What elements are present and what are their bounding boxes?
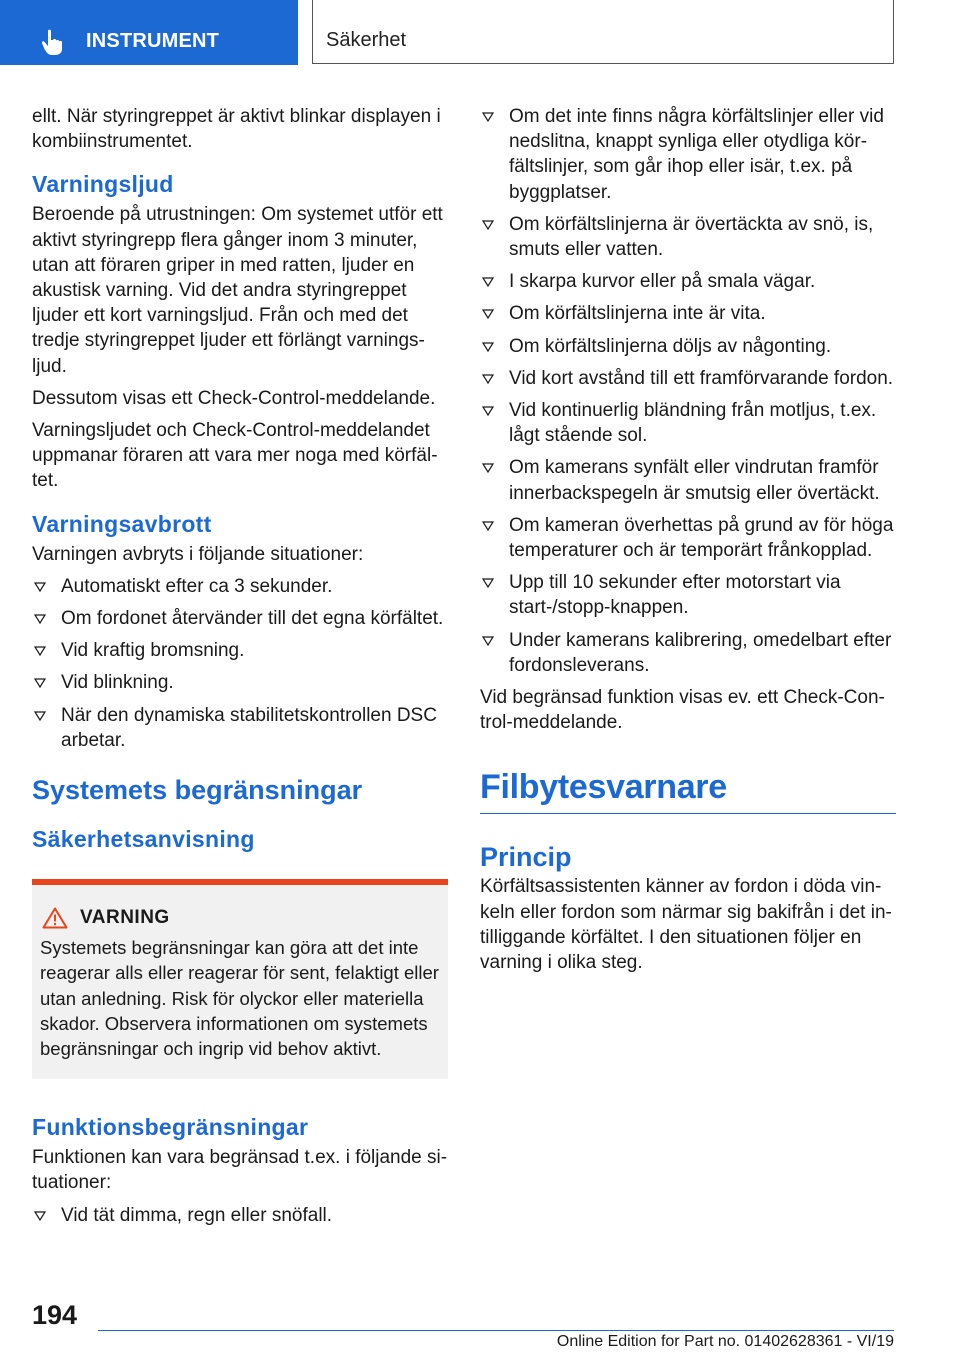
section-tab [312, 0, 894, 64]
list-item: Om körfältslinjerna är övertäckta av snö, is, smuts eller vatten. [480, 212, 896, 262]
varningsljud-p1: Beroende på utrustningen: Om systemet utför ett aktivt styringrepp flera gånger inom 3 minuter, utan att föraren griper in med ratten, ljuder en akustisk varning. Vid det andra styringreppet ljuder ett kort varningsljud. Från och med det tredje styringreppet ljuder ett förlängt varningsljud. [32, 204, 443, 377]
footer-edition: Online Edition for Part no. 01402628361 - VI/19 [556, 1333, 894, 1350]
list-item: Om körfältslinjerna döljs av någonting. [480, 334, 896, 359]
list-item: Vid kontinuerlig bländning från motljus, t.ex. lågt stående sol. [480, 398, 896, 448]
warning-triangle-icon [42, 907, 68, 929]
hand-pointer-icon [40, 28, 66, 56]
left-column [32, 104, 448, 1235]
list-item: Om kameran överhettas på grund av för höga temperaturer och är temporärt frånkopplad. [480, 513, 896, 563]
funktion-list [32, 1203, 448, 1228]
warning-label: VARNING [80, 907, 170, 929]
heading-varningsavbrott: Varningsavbrott [32, 510, 212, 537]
list-item: Om fordonet återvänder till det egna körfältet. [32, 606, 448, 631]
triangle-bullet-icon [482, 463, 494, 473]
list-item: Vid blinkning. [32, 670, 448, 695]
triangle-bullet-icon [482, 578, 494, 588]
varningsljud-p3: Varningsljudet och Check-Control-meddelandet uppmanar föraren att vara mer noga med körfältet. [32, 420, 438, 492]
list-item: I skarpa kurvor eller på smala vägar. [480, 269, 896, 294]
triangle-bullet-icon [34, 614, 46, 624]
heading-systemets-begransningar: Systemets begränsningar [32, 775, 363, 806]
section-title: Säkerhet [326, 29, 407, 51]
varningsljud-p2: Dessutom visas ett Check-Control-meddelande. [32, 387, 436, 409]
heading-funktionsbegransningar: Funktionsbegränsningar [32, 1114, 309, 1141]
triangle-bullet-icon [34, 678, 46, 688]
page-number: 194 [32, 1300, 78, 1330]
warning-text: Systemets begränsningar kan göra att det inte reagerar alls eller reagerar för sent, felaktigt eller utan anledning. Risk för olyckor eller materiella skador. Observera informationen om systemets begränsningar och ingrip vid behov aktivt. [40, 937, 439, 1060]
intro-paragraph: ellt. När styringreppet är aktivt blinkar displayen i kombiinstrumentet. [32, 106, 441, 153]
list-item: Vid kort avstånd till ett framförvarande fordon. [480, 366, 896, 391]
heading-varningsljud: Varningsljud [32, 171, 174, 198]
heading-sakerhetsanvisning: Säkerhetsanvisning [32, 826, 255, 853]
triangle-bullet-icon [482, 277, 494, 287]
princip-text: Körfältsassistenten känner av fordon i döda vinkeln eller fordon som närmar sig bakifrån i det intilliggande körfältet. I den situationen följer en varning i olika steg. [480, 876, 892, 974]
heading-filbytesvarnare: Filbytesvarnare [480, 768, 727, 807]
tab-instrument[interactable] [0, 0, 298, 65]
triangle-bullet-icon [34, 1211, 46, 1221]
tab-instrument-label: INSTRUMENT [86, 30, 220, 52]
list-item: Upp till 10 sekunder efter motorstart via start-/stopp-knappen. [480, 570, 896, 620]
heading-princip: Princip [480, 842, 572, 873]
page-header [0, 0, 960, 66]
triangle-bullet-icon [482, 309, 494, 319]
list-item: Under kamerans kalibrering, omedelbart efter fordonsleverans. [480, 628, 896, 678]
varningsavbrott-list [32, 574, 448, 753]
check-control-note: Vid begränsad funktion visas ev. ett Check-Control-meddelande. [480, 687, 885, 734]
triangle-bullet-icon [482, 374, 494, 384]
right-column [480, 104, 896, 982]
warning-box [32, 879, 448, 1079]
list-item: Om körfältslinjerna inte är vita. [480, 301, 896, 326]
list-item: Om kamerans synfält eller vindrutan framför innerbackspegeln är smutsig eller övertäckt. [480, 455, 896, 505]
chapter-rule [480, 813, 896, 814]
list-item: När den dynamiska stabilitetskontrollen DSC arbetar. [32, 703, 448, 753]
funktion-intro: Funktionen kan vara begränsad t.ex. i följande situationer: [32, 1147, 448, 1194]
triangle-bullet-icon [482, 342, 494, 352]
list-item: Vid kraftig bromsning. [32, 638, 448, 663]
funktion-list-continued [480, 104, 896, 678]
list-item: Vid tät dimma, regn eller snöfall. [32, 1203, 448, 1228]
triangle-bullet-icon [482, 406, 494, 416]
triangle-bullet-icon [482, 220, 494, 230]
triangle-bullet-icon [482, 636, 494, 646]
triangle-bullet-icon [34, 646, 46, 656]
triangle-bullet-icon [482, 521, 494, 531]
triangle-bullet-icon [34, 582, 46, 592]
triangle-bullet-icon [34, 711, 46, 721]
warning-header [40, 905, 440, 930]
list-item: Automatiskt efter ca 3 sekunder. [32, 574, 448, 599]
footer-rule [98, 1330, 894, 1331]
triangle-bullet-icon [482, 112, 494, 122]
list-item: Om det inte finns några körfältslinjer eller vid nedslitna, knappt synliga eller otydliga körfältslinjer, som går ihop eller isär, t.ex. på byggplatser. [480, 104, 896, 205]
varningsavbrott-intro: Varningen avbryts i följande situationer: [32, 543, 364, 565]
